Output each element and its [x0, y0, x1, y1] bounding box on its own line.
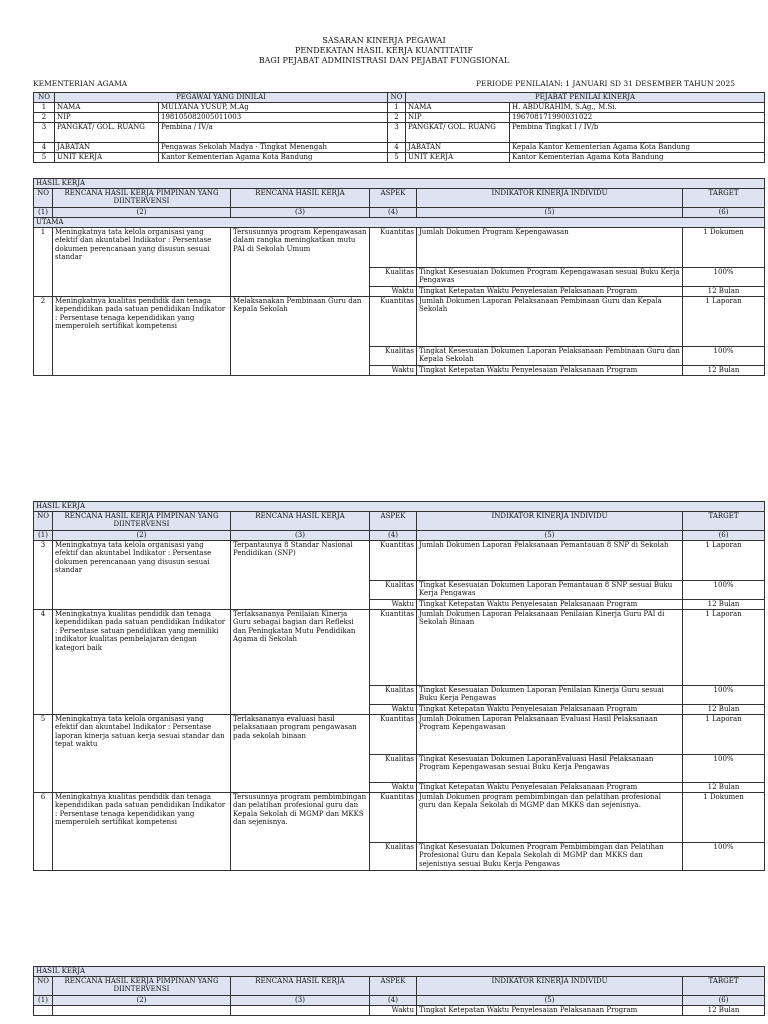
item-aspek: Waktu [370, 1006, 417, 1016]
table-row [34, 793, 765, 843]
org-name: KEMENTERIAN AGAMA [33, 79, 128, 88]
column-header-row [34, 189, 765, 208]
column-number: (6) [683, 531, 765, 541]
column-number: (4) [370, 996, 417, 1006]
item-rencana: Terlaksananya evaluasi hasil pelaksanaan program pengawasan pada sekolah binaan [231, 715, 370, 793]
doc-title: SASARAN KINERJA PEGAWAI [322, 36, 446, 45]
item-target: 100% [683, 686, 765, 705]
item-aspek: Waktu [370, 783, 417, 793]
penilai-header: PEJABAT PENILAI KINERJA [406, 93, 765, 103]
column-number-row [34, 531, 765, 541]
item-rencana: Tersusunnya program Kepengawasan dalam rangka meningkatkan mutu PAI di Sekolah Umum [231, 228, 370, 297]
table-row [34, 541, 765, 581]
item-indikator: Tingkat Kesesuaian Dokumen Program Pembimbingan dan Pelatihan Profesional Guru dan Kepala Sekolah di MGMP dan MKKS dan sejenisnya sesuai Buku Kerja Pengawas [417, 843, 683, 871]
hasil-kerja-table-1 [33, 178, 765, 376]
penilai-value: 196708171990031022 [510, 113, 765, 123]
id-label-right: UNIT KERJA [406, 153, 510, 163]
empty-cell [231, 1006, 370, 1016]
column-header: RENCANA HASIL KERJA PIMPINAN YANG DIINTERVENSI [53, 977, 231, 996]
utama-row [34, 218, 765, 228]
item-aspek: Kuantitas [370, 297, 417, 347]
section-row [34, 502, 765, 512]
column-number-row [34, 208, 765, 218]
column-number: (2) [53, 996, 231, 1006]
item-indikator: Jumlah Dokumen Laporan Pelaksanaan Pemantauan 8 SNP di Sekolah [417, 541, 683, 581]
item-target: 12 Bulan [683, 705, 765, 715]
item-indikator: Tingkat Kesesuaian Dokumen Laporan Penilaian Kinerja Guru sesuai Buku Kerja Pengawas [417, 686, 683, 705]
column-header: ASPEK [370, 977, 417, 996]
item-target: 100% [683, 347, 765, 366]
item-pimpinan: Meningkatnya tata kelola organisasi yang efektif dan akuntabel Indikator : Persentase dokumen perencanaan yang disusun sesuai standar [53, 228, 231, 297]
id-no-header-right: NO [388, 93, 406, 103]
doc-subtitle: PENDEKATAN HASIL KERJA KUANTITATIF [294, 46, 474, 55]
item-rencana: Melaksanakan Pembinaan Guru dan Kepala Sekolah [231, 297, 370, 376]
item-target: 100% [683, 581, 765, 600]
item-indikator: Jumlah Dokumen program pembimbingan dan pelatihan profesional guru dan Kepala Sekolah di MGMP dan MKKS dan sejenisnya. [417, 793, 683, 843]
item-rencana: Tersusunnya program pembimbingan dan pelatihan profesional guru dan Kepala Sekolah di MGMP dan MKKS dan sejenisnya. [231, 793, 370, 871]
column-header: INDIKATOR KINERJA INDIVIDU [417, 977, 683, 996]
identity-row [34, 113, 765, 123]
item-no: 2 [34, 297, 53, 376]
item-aspek: Waktu [370, 600, 417, 610]
column-number: (3) [231, 531, 370, 541]
item-no: 5 [34, 715, 53, 793]
section-row [34, 179, 765, 189]
item-aspek: Kuantitas [370, 793, 417, 843]
item-indikator: Jumlah Dokumen Laporan Pelaksanaan Penilaian Kinerja Guru PAI di Sekolah Binaan [417, 610, 683, 686]
table-row [34, 1006, 765, 1016]
column-number: (4) [370, 531, 417, 541]
item-indikator: Tingkat Ketepatan Waktu Penyelesaian Pelaksanaan Program [417, 600, 683, 610]
id-no-right: 4 [388, 143, 406, 153]
item-indikator: Tingkat Kesesuaian Dokumen Laporan Pelaksanaan Pembinaan Guru dan Kepala Sekolah [417, 347, 683, 366]
pegawai-value: Kantor Kementerian Agama Kota Bandung [159, 153, 388, 163]
pegawai-value: Pembina / IV/a [159, 123, 388, 143]
id-no: 3 [34, 123, 55, 143]
section-row [34, 967, 765, 977]
column-header-row [34, 512, 765, 531]
item-indikator: Tingkat Kesesuaian Dokumen LaporanEvaluasi Hasil Pelaksanaan Program Kepengawasan sesuai Buku Kerja Pengawas [417, 755, 683, 783]
column-number: (5) [417, 996, 683, 1006]
id-label: JABATAN [55, 143, 159, 153]
item-pimpinan: Meningkatnya kualitas pendidik dan tenaga kependidikan pada satuan pendidikan Indikator : Persentase tenaga kependidikan yang memperoleh sertifikat kompetensi [53, 297, 231, 376]
hasil-kerja-table-3 [33, 966, 765, 1016]
id-label-right: PANGKAT/ GOL. RUANG [406, 123, 510, 143]
column-header: NO [34, 512, 53, 531]
item-no: 3 [34, 541, 53, 610]
column-number: (1) [34, 208, 53, 218]
item-target: 100% [683, 268, 765, 287]
item-aspek: Kualitas [370, 755, 417, 783]
item-aspek: Kualitas [370, 581, 417, 600]
id-label: UNIT KERJA [55, 153, 159, 163]
table-row [34, 228, 765, 268]
identity-row [34, 103, 765, 113]
item-no: 4 [34, 610, 53, 715]
item-target: 100% [683, 843, 765, 871]
item-aspek: Kualitas [370, 268, 417, 287]
item-target: 1 Laporan [683, 541, 765, 581]
item-indikator: Tingkat Ketepatan Waktu Penyelesaian Pelaksanaan Program [417, 287, 683, 297]
item-pimpinan: Meningkatnya tata kelola organisasi yang efektif dan akuntabel Indikator : Persentase laporan kinerja satuan kerja sesuai standar dan tepat waktu [53, 715, 231, 793]
penilai-value: Kepala Kantor Kementerian Agama Kota Bandung [510, 143, 765, 153]
section-title: HASIL KERJA [34, 179, 765, 189]
section-title: HASIL KERJA [34, 967, 765, 977]
identity-table [33, 92, 765, 163]
pegawai-value: MULYANA YUSUP, M.Ag [159, 103, 388, 113]
item-target: 12 Bulan [683, 1006, 765, 1016]
item-no: 1 [34, 228, 53, 297]
item-indikator: Tingkat Ketepatan Waktu Penyelesaian Pelaksanaan Program [417, 366, 683, 376]
id-no: 4 [34, 143, 55, 153]
item-target: 12 Bulan [683, 287, 765, 297]
column-number: (4) [370, 208, 417, 218]
item-target: 1 Dokumen [683, 793, 765, 843]
section-title: HASIL KERJA [34, 502, 765, 512]
item-rencana: Terpantaunya 8 Standar Nasional Pendidikan (SNP) [231, 541, 370, 610]
column-header: ASPEK [370, 512, 417, 531]
column-number: (3) [231, 208, 370, 218]
column-number: (5) [417, 208, 683, 218]
id-no-header: NO [34, 93, 55, 103]
identity-row [34, 143, 765, 153]
item-aspek: Waktu [370, 705, 417, 715]
pegawai-header: PEGAWAI YANG DINILAI [55, 93, 388, 103]
empty-cell [53, 1006, 231, 1016]
column-header: TARGET [683, 512, 765, 531]
column-header: NO [34, 977, 53, 996]
item-target: 12 Bulan [683, 783, 765, 793]
column-header: RENCANA HASIL KERJA PIMPINAN YANG DIINTERVENSI [53, 189, 231, 208]
penilai-value: Pembina Tingkat I / IV/b [510, 123, 765, 143]
id-label-right: NIP [406, 113, 510, 123]
id-no: 5 [34, 153, 55, 163]
column-header: INDIKATOR KINERJA INDIVIDU [417, 512, 683, 531]
column-number: (2) [53, 531, 231, 541]
item-indikator: Tingkat Ketepatan Waktu Penyelesaian Pelaksanaan Program [417, 1006, 683, 1016]
item-pimpinan: Meningkatnya tata kelola organisasi yang efektif dan akuntabel Indikator : Persentase dokumen perencanaan yang disusun sesuai standar [53, 541, 231, 610]
table-row [34, 610, 765, 686]
id-label: NIP [55, 113, 159, 123]
id-no-right: 2 [388, 113, 406, 123]
id-no: 2 [34, 113, 55, 123]
item-rencana: Terlaksananya Penilaian Kinerja Guru sebagai bagian dari Refleksi dan Peningkatan Mutu Pendidikan Agama di Sekolah [231, 610, 370, 715]
id-no-right: 5 [388, 153, 406, 163]
column-header: TARGET [683, 189, 765, 208]
column-number-row [34, 996, 765, 1006]
table-row [34, 715, 765, 755]
item-indikator: Jumlah Dokumen Laporan Pelaksanaan Pembinaan Guru dan Kepala Sekolah [417, 297, 683, 347]
item-aspek: Kualitas [370, 347, 417, 366]
pegawai-value: Pengawas Sekolah Madya - Tingkat Menengah [159, 143, 388, 153]
item-indikator: Jumlah Dokumen Laporan Pelaksanaan Evaluasi Hasil Pelaksanaan Program Kepengawasan [417, 715, 683, 755]
column-number: (3) [231, 996, 370, 1006]
item-no: 6 [34, 793, 53, 871]
item-target: 100% [683, 755, 765, 783]
item-aspek: Kuantitas [370, 541, 417, 581]
column-header: ASPEK [370, 189, 417, 208]
column-header-row [34, 977, 765, 996]
column-header: NO [34, 189, 53, 208]
item-pimpinan: Meningkatnya kualitas pendidik dan tenaga kependidikan pada satuan pendidikan Indikator : Persentase tenaga kependidikan yang memperoleh sertifikat kompetensi [53, 793, 231, 871]
item-pimpinan: Meningkatnya kualitas pendidik dan tenaga kependidikan pada satuan pendidikan Indikator : Persentase satuan pendidikan yang memiliki indikator kualitas pembelajaran dengan kategori baik [53, 610, 231, 715]
id-label: NAMA [55, 103, 159, 113]
id-no-right: 1 [388, 103, 406, 113]
item-aspek: Kualitas [370, 843, 417, 871]
column-number: (1) [34, 996, 53, 1006]
column-number: (6) [683, 208, 765, 218]
column-header: RENCANA HASIL KERJA [231, 977, 370, 996]
hasil-kerja-table-2 [33, 501, 765, 871]
column-header: INDIKATOR KINERJA INDIVIDU [417, 189, 683, 208]
column-number: (6) [683, 996, 765, 1006]
pegawai-value: 198105082005011003 [159, 113, 388, 123]
column-number: (5) [417, 531, 683, 541]
item-indikator: Jumlah Dokumen Program Kepengawasan [417, 228, 683, 268]
period: PERIODE PENILAIAN: 1 JANUARI SD 31 DESEMBER TAHUN 2025 [476, 79, 735, 88]
item-indikator: Tingkat Ketepatan Waktu Penyelesaian Pelaksanaan Program [417, 783, 683, 793]
id-label: PANGKAT/ GOL. RUANG [55, 123, 159, 143]
id-label-right: JABATAN [406, 143, 510, 153]
item-target: 12 Bulan [683, 600, 765, 610]
utama-label: UTAMA [34, 218, 765, 228]
item-target: 1 Dokumen [683, 228, 765, 268]
column-number: (2) [53, 208, 231, 218]
doc-subtitle-2: BAGI PEJABAT ADMINISTRASI DAN PEJABAT FUNGSIONAL [258, 56, 510, 65]
id-label-right: NAMA [406, 103, 510, 113]
column-header: RENCANA HASIL KERJA PIMPINAN YANG DIINTERVENSI [53, 512, 231, 531]
item-aspek: Kualitas [370, 686, 417, 705]
column-header: RENCANA HASIL KERJA [231, 189, 370, 208]
item-aspek: Waktu [370, 287, 417, 297]
item-aspek: Waktu [370, 366, 417, 376]
column-header: TARGET [683, 977, 765, 996]
item-indikator: Tingkat Kesesuaian Dokumen Laporan Pemantauan 8 SNP sesuai Buku Kerja Pengawas [417, 581, 683, 600]
column-number: (1) [34, 531, 53, 541]
item-indikator: Tingkat Ketepatan Waktu Penyelesaian Pelaksanaan Program [417, 705, 683, 715]
item-aspek: Kuantitas [370, 610, 417, 686]
empty-cell [34, 1006, 53, 1016]
identity-row [34, 153, 765, 163]
id-no-right: 3 [388, 123, 406, 143]
item-indikator: Tingkat Kesesuaian Dokumen Program Kepengawasan sesuai Buku Kerja Pengawas [417, 268, 683, 287]
table-row [34, 297, 765, 347]
item-target: 1 Laporan [683, 610, 765, 686]
item-aspek: Kuantitas [370, 228, 417, 268]
column-header: RENCANA HASIL KERJA [231, 512, 370, 531]
penilai-value: H. ABDURAHIM, S.Ag., M.Si. [510, 103, 765, 113]
item-target: 12 Bulan [683, 366, 765, 376]
id-no: 1 [34, 103, 55, 113]
item-target: 1 Laporan [683, 297, 765, 347]
item-target: 1 Laporan [683, 715, 765, 755]
penilai-value: Kantor Kementerian Agama Kota Bandung [510, 153, 765, 163]
identity-row [34, 123, 765, 143]
item-aspek: Kuantitas [370, 715, 417, 755]
